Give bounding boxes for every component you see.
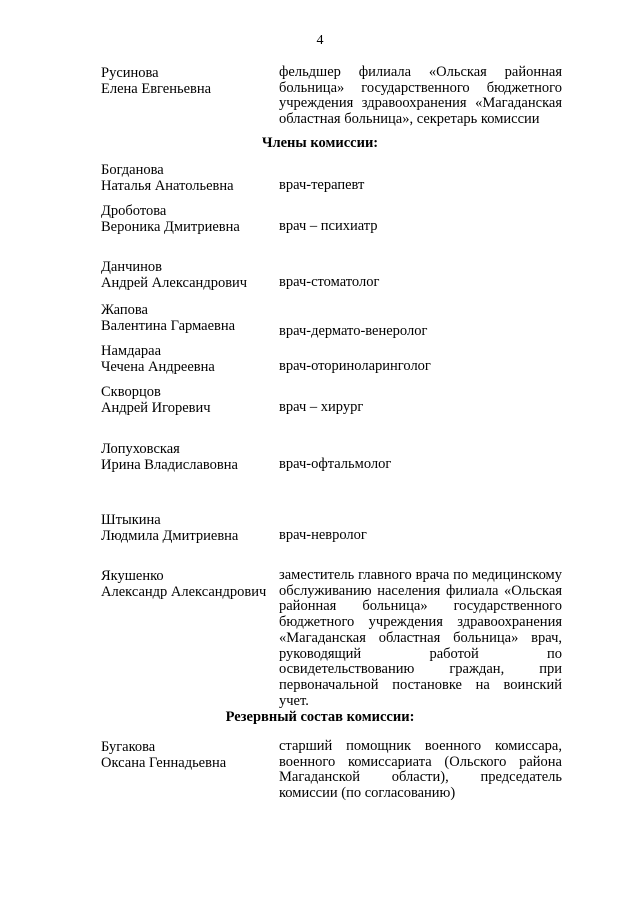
deputy-position-line: учет. (279, 692, 309, 709)
secretary-name (101, 65, 276, 97)
reserve-surname: Бугакова (101, 739, 156, 755)
secretary-position-line: больница» государственного бюджетного (279, 79, 562, 96)
reserve-given-names: Оксана Геннадьевна (101, 755, 227, 771)
deputy-position-line: первоначальной постановке на воинский (279, 676, 562, 693)
member-given-names: Чечена Андреевна (101, 359, 215, 375)
reserve-heading: Резервный состав комиссии: (225, 709, 415, 725)
deputy-name (101, 568, 276, 600)
member-surname: Штыкина (101, 512, 161, 528)
deputy-position-line: районная больница» государственного (279, 598, 562, 615)
reserve-position-line: комиссии (по согласованию) (279, 785, 456, 802)
member-given-names: Вероника Дмитриевна (101, 219, 240, 235)
member-name (101, 512, 276, 544)
member-name (101, 441, 276, 473)
deputy-position-line: обслуживанию населения филиала «Ольская (279, 582, 562, 599)
deputy-position-line: бюджетного учреждения здравоохранения (279, 614, 562, 631)
member-surname: Дроботова (101, 203, 167, 219)
page-number: 4 (316, 33, 324, 48)
deputy-position-line: «Магаданская областная больница» врач, (279, 629, 562, 646)
member-given-names: Людмила Дмитриевна (101, 528, 239, 544)
member-position: врач – психиатр (279, 218, 378, 234)
member-position: врач – хирург (279, 399, 364, 415)
member-given-names: Андрей Александрович (101, 275, 248, 291)
reserve-position-line: Магаданской области), председатель (279, 769, 562, 786)
member-name (101, 302, 276, 334)
member-given-names: Ирина Владиславовна (101, 457, 238, 473)
member-position: врач-дермато-венеролог (279, 323, 428, 339)
member-surname: Жапова (101, 302, 148, 318)
member-name (101, 384, 276, 416)
member-position: врач-оториноларинголог (279, 358, 431, 374)
secretary-position (279, 65, 562, 128)
secretary-position-line: областная больница», секретарь комиссии (279, 111, 540, 128)
member-position: врач-офтальмолог (279, 456, 392, 472)
deputy-given-names: Александр Александрович (101, 584, 267, 600)
member-name (101, 203, 276, 235)
secretary-position-line: фельдшер филиала «Ольская районная (279, 64, 562, 80)
reserve-position-line: военного комиссариата (Ольского района (279, 753, 562, 770)
member-position: врач-стоматолог (279, 274, 380, 290)
reserve-name (101, 739, 276, 771)
members-heading: Члены комиссии: (261, 135, 379, 151)
member-surname: Намдараа (101, 343, 162, 359)
member-name (101, 162, 276, 194)
deputy-position (279, 568, 562, 709)
member-name (101, 259, 276, 291)
member-position: врач-терапевт (279, 177, 365, 193)
reserve-position (279, 739, 562, 802)
deputy-surname: Якушенко (101, 568, 164, 584)
deputy-position-line: руководящий работой по (279, 645, 562, 662)
reserve-position-line: старший помощник военного комиссара, (279, 738, 562, 754)
deputy-position-line: заместитель главного врача по медицинскому (279, 567, 562, 583)
member-surname: Данчинов (101, 259, 162, 275)
deputy-position-line: освидетельствованию граждан, при (279, 661, 562, 678)
member-position: врач-невролог (279, 527, 367, 543)
member-name (101, 343, 276, 375)
member-surname: Лопуховская (101, 441, 180, 457)
member-given-names: Валентина Гармаевна (101, 318, 236, 334)
secretary-surname: Русинова (101, 65, 159, 81)
secretary-position-line: учреждения здравоохранения «Магаданская (279, 95, 562, 112)
member-given-names: Андрей Игоревич (101, 400, 211, 416)
member-surname: Богданова (101, 162, 164, 178)
member-given-names: Наталья Анатольевна (101, 178, 234, 194)
secretary-given-names: Елена Евгеньевна (101, 81, 212, 97)
member-surname: Скворцов (101, 384, 161, 400)
